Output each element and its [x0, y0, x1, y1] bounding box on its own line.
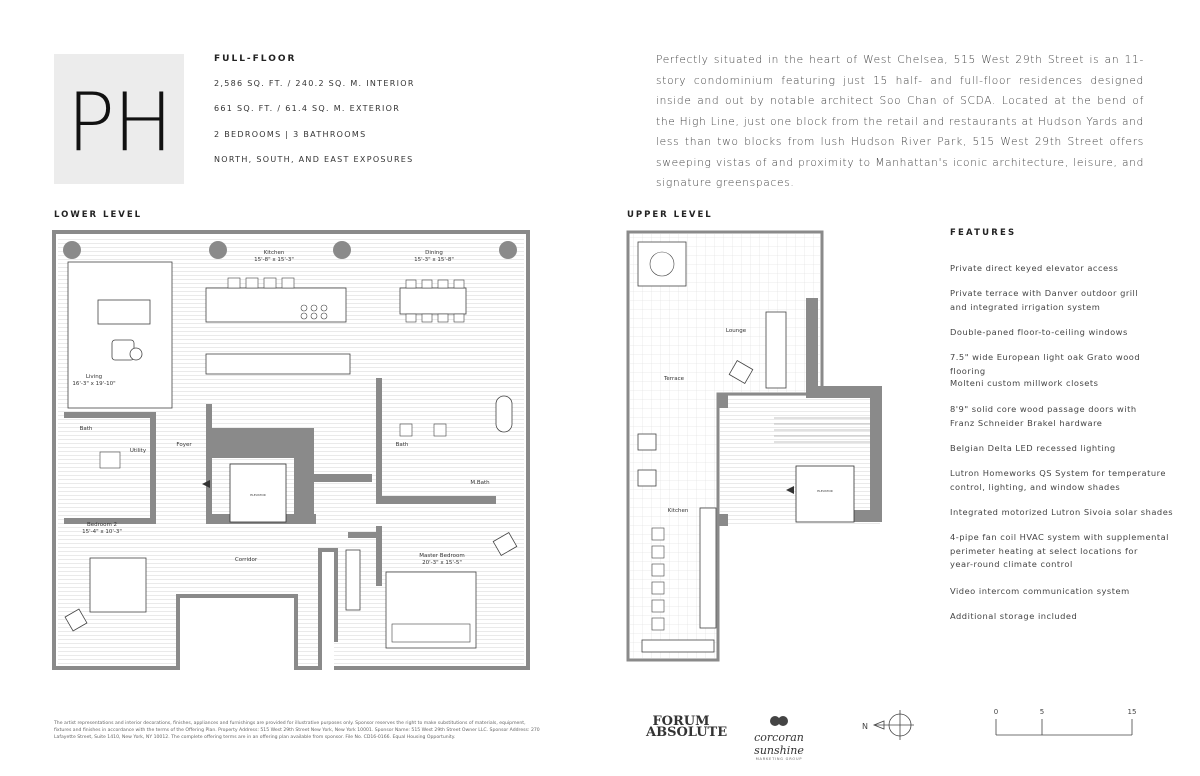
corcoran-mark-icon	[769, 715, 789, 727]
feature-item: Video intercom communication system	[950, 586, 1130, 596]
kitchen-counter	[206, 354, 350, 374]
bedroom-2-dim: 15'-4" x 10'-3"	[82, 529, 122, 535]
sofa	[98, 300, 150, 324]
living-dim: 16'-3" x 19'-10"	[72, 381, 116, 387]
feature-item: Additional storage included	[950, 611, 1078, 621]
feature-item: Private terrace with Danver outdoor grill and integrated irrigation system	[950, 288, 1139, 312]
feature-item: 4-pipe fan coil HVAC system with supplemental perimeter heating at select locations for year-round climate control	[950, 532, 1169, 569]
spec-interior: 2,586 SQ. FT. / 240.2 SQ. M. INTERIOR	[214, 79, 415, 88]
svg-text:0: 0	[993, 708, 999, 716]
legal-disclaimer: The artist representations and interior decorations, finishes, appliances and furnishings are provided for illustrative purposes only. Sponsor reserves the right to make substitutions of materials, equipment, fixtures and finishes in accordance with the terms of the Offering Plan. Property Address: 515 West 29th Street New York, New York 10001. Sponsor Name: 515 West 29th Street Owner LLC. Sponsor Address: 270 Lafayette Street, Suite 1410, New York, NY 10012. The complete offering terms are in an offering plan available from sponsor. File No. CD16-0166. Equal Housing Opportunity.	[54, 721, 540, 740]
dining-label: Dining	[425, 250, 443, 256]
corcoran-sunshine-logo: corcoran sunshine MARKETING GROUP	[736, 712, 822, 761]
lounge-sofa	[766, 312, 786, 388]
master-bedroom-label: Master Bedroom	[419, 553, 465, 559]
feature-item: 8'9" solid core wood passage doors with Franz Schneider Brakel hardware	[950, 404, 1137, 428]
forum-absolute-logo: FORUM ABSOLUTE	[646, 714, 728, 740]
bath-label: Bath	[79, 426, 93, 432]
elevator-label: ELEVATOR	[250, 493, 266, 497]
living-label: Living	[85, 374, 103, 380]
feature-item: Molteni custom millwork closets	[950, 378, 1099, 388]
svg-text:N: N	[862, 722, 868, 731]
north-arrow-icon	[860, 708, 920, 742]
kitchen-dim: 15'-8" x 15'-3"	[254, 257, 294, 263]
features-title: FEATURES	[950, 228, 1017, 238]
outdoor-kitchen	[700, 508, 716, 628]
corridor-label: Corridor	[234, 557, 258, 563]
feature-item: Belgian Delta LED recessed lighting	[950, 443, 1116, 453]
feature-item: Double-paned floor-to-ceiling windows	[950, 327, 1128, 337]
lounge-label: Lounge	[725, 328, 747, 334]
upper-elevator-label: ELEVATOR	[817, 489, 833, 493]
dining-table	[400, 288, 466, 314]
upper-level-label: UPPER LEVEL	[627, 210, 713, 220]
lower-level-floor-plan	[50, 228, 540, 676]
svg-text:15: 15	[1127, 708, 1137, 716]
spec-exterior: 661 SQ. FT. / 61.4 SQ. M. EXTERIOR	[214, 104, 401, 113]
intro-paragraph: Perfectly situated in the heart of West Chelsea, 515 West 29th Street is an 11-story condominium featuring just 15 half- and full-floor residences designed inside and out by notable architect Soo Chan of SCDA. Located at the bend of the High Line, just one block from the retail and restaurants at Hudson Yards and less than two blocks from lush Hudson River Park, 515 West 29th Street offers sweeping vistas of and proximity to Manhattan's iconic architecture, leisure, and signature greenspaces.	[656, 54, 1144, 189]
master-bedroom-dim: 20'-3" x 15'-5"	[422, 560, 462, 566]
closet	[346, 550, 360, 610]
dining-dim: 15'-3" x 15'-8"	[414, 257, 454, 263]
unit-code: PH	[66, 76, 172, 169]
spec-exposures: NORTH, SOUTH, AND EAST EXPOSURES	[214, 155, 414, 164]
kitchen-label: Kitchen	[263, 250, 285, 256]
scale-bar	[978, 705, 1138, 741]
feature-item: Integrated motorized Lutron Sivoia solar shades	[950, 507, 1174, 517]
planter	[638, 242, 686, 286]
lower-level-label: LOWER LEVEL	[54, 210, 143, 220]
upper-kitchen-label: Kitchen	[667, 508, 689, 514]
upper-elevator-cab	[796, 466, 854, 522]
unit-badge	[54, 54, 184, 184]
feature-item: 7.5" wide European light oak Grato wood flooring	[950, 352, 1141, 376]
upper-level-floor-plan	[624, 228, 894, 676]
feature-item: Lutron Homeworks QS System for temperature control, lighting, and window shades	[950, 468, 1166, 492]
specs-title: FULL-FLOOR	[214, 54, 297, 64]
bed-2	[90, 558, 146, 612]
spec-rooms: 2 BEDROOMS | 3 BATHROOMS	[214, 130, 367, 139]
feature-item: Private direct keyed elevator access	[950, 263, 1119, 273]
bathtub	[496, 396, 512, 432]
terrace-label: Terrace	[663, 376, 685, 382]
utility-label: Utility	[129, 448, 147, 454]
bath-2-label: Bath	[395, 442, 409, 448]
master-bath-label: M.Bath	[470, 480, 490, 486]
svg-text:5: 5	[1039, 708, 1045, 716]
bedroom-2-label: Bedroom 2	[86, 522, 118, 528]
foyer-label: Foyer	[176, 442, 192, 448]
